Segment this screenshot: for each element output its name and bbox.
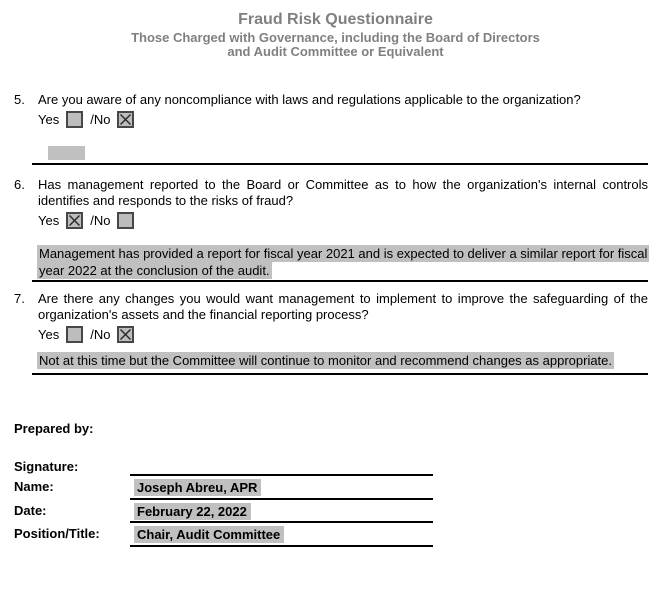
q7-no-label: /No	[90, 327, 111, 342]
question-7-text: Are there any changes you would want management to implement to improve the safeguarding of the organization's assets and the financial reporting process?	[38, 291, 648, 322]
position-title-label: Position/Title:	[14, 525, 100, 541]
page-title: Fraud Risk Questionnaire	[238, 11, 433, 28]
q7-no-checkbox[interactable]	[117, 326, 134, 343]
question-6	[14, 177, 648, 282]
questions-section	[0, 92, 671, 375]
x-icon	[119, 328, 132, 341]
q7-answer-rule	[32, 373, 648, 375]
position-title-row	[14, 523, 671, 547]
signature-field[interactable]	[130, 456, 433, 476]
q5-no-label: /No	[90, 112, 111, 127]
prepared-by-label: Prepared by:	[14, 420, 94, 436]
name-value: Joseph Abreu, APR	[134, 479, 261, 496]
date-label: Date:	[14, 502, 47, 518]
name-row	[14, 476, 671, 500]
question-6-number: 6.	[14, 177, 25, 192]
question-7	[14, 291, 648, 375]
q5-answer-rule	[32, 163, 648, 165]
date-field[interactable]	[130, 500, 433, 523]
q7-answer-highlight: Not at this time but the Committee will continue to monitor and recommend changes as appropriate.	[39, 353, 613, 368]
q5-no-checkbox[interactable]	[117, 111, 134, 128]
question-5	[14, 92, 648, 165]
name-field[interactable]	[130, 476, 433, 500]
q7-yes-label: Yes	[38, 327, 60, 342]
page-subtitle-line2: and Audit Committee or Equivalent	[227, 44, 444, 59]
name-label: Name:	[14, 478, 54, 494]
q5-yes-checkbox[interactable]	[66, 111, 83, 128]
signature-block	[0, 456, 671, 547]
date-value: February 22, 2022	[134, 503, 251, 520]
q6-answer-text[interactable]	[37, 246, 648, 279]
question-5-checkline	[38, 111, 648, 128]
q6-answer-highlight: Management has provided a report for fiscal year 2021 and is expected to deliver a similar report for fiscal year 2022 at the conclusion of the audit.	[39, 246, 648, 278]
x-icon	[68, 214, 81, 227]
q6-yes-checkbox[interactable]	[66, 212, 83, 229]
document-header	[0, 0, 671, 59]
position-title-field[interactable]	[130, 523, 433, 547]
question-7-checkline	[38, 326, 648, 343]
question-6-checkline	[38, 212, 648, 229]
q5-answer-blank[interactable]	[48, 146, 85, 160]
q6-answer-rule	[32, 280, 648, 282]
question-6-text: Has management reported to the Board or Committee as to how the organization's internal controls identifies and responds to the risks of fraud?	[38, 177, 648, 208]
q6-no-checkbox[interactable]	[117, 212, 134, 229]
question-5-number: 5.	[14, 92, 25, 107]
x-icon	[119, 113, 132, 126]
q6-no-label: /No	[90, 213, 111, 228]
question-7-number: 7.	[14, 291, 25, 306]
date-row	[14, 500, 671, 523]
question-5-text: Are you aware of any noncompliance with laws and regulations applicable to the organization?	[38, 92, 581, 107]
q5-yes-label: Yes	[38, 112, 60, 127]
signature-label: Signature:	[14, 458, 79, 474]
page-subtitle-line1: Those Charged with Governance, including the Board of Directors	[131, 30, 540, 45]
signature-row	[14, 456, 671, 476]
q6-yes-label: Yes	[38, 213, 60, 228]
q7-yes-checkbox[interactable]	[66, 326, 83, 343]
q7-answer-text[interactable]	[37, 353, 648, 370]
position-title-value: Chair, Audit Committee	[134, 526, 284, 543]
